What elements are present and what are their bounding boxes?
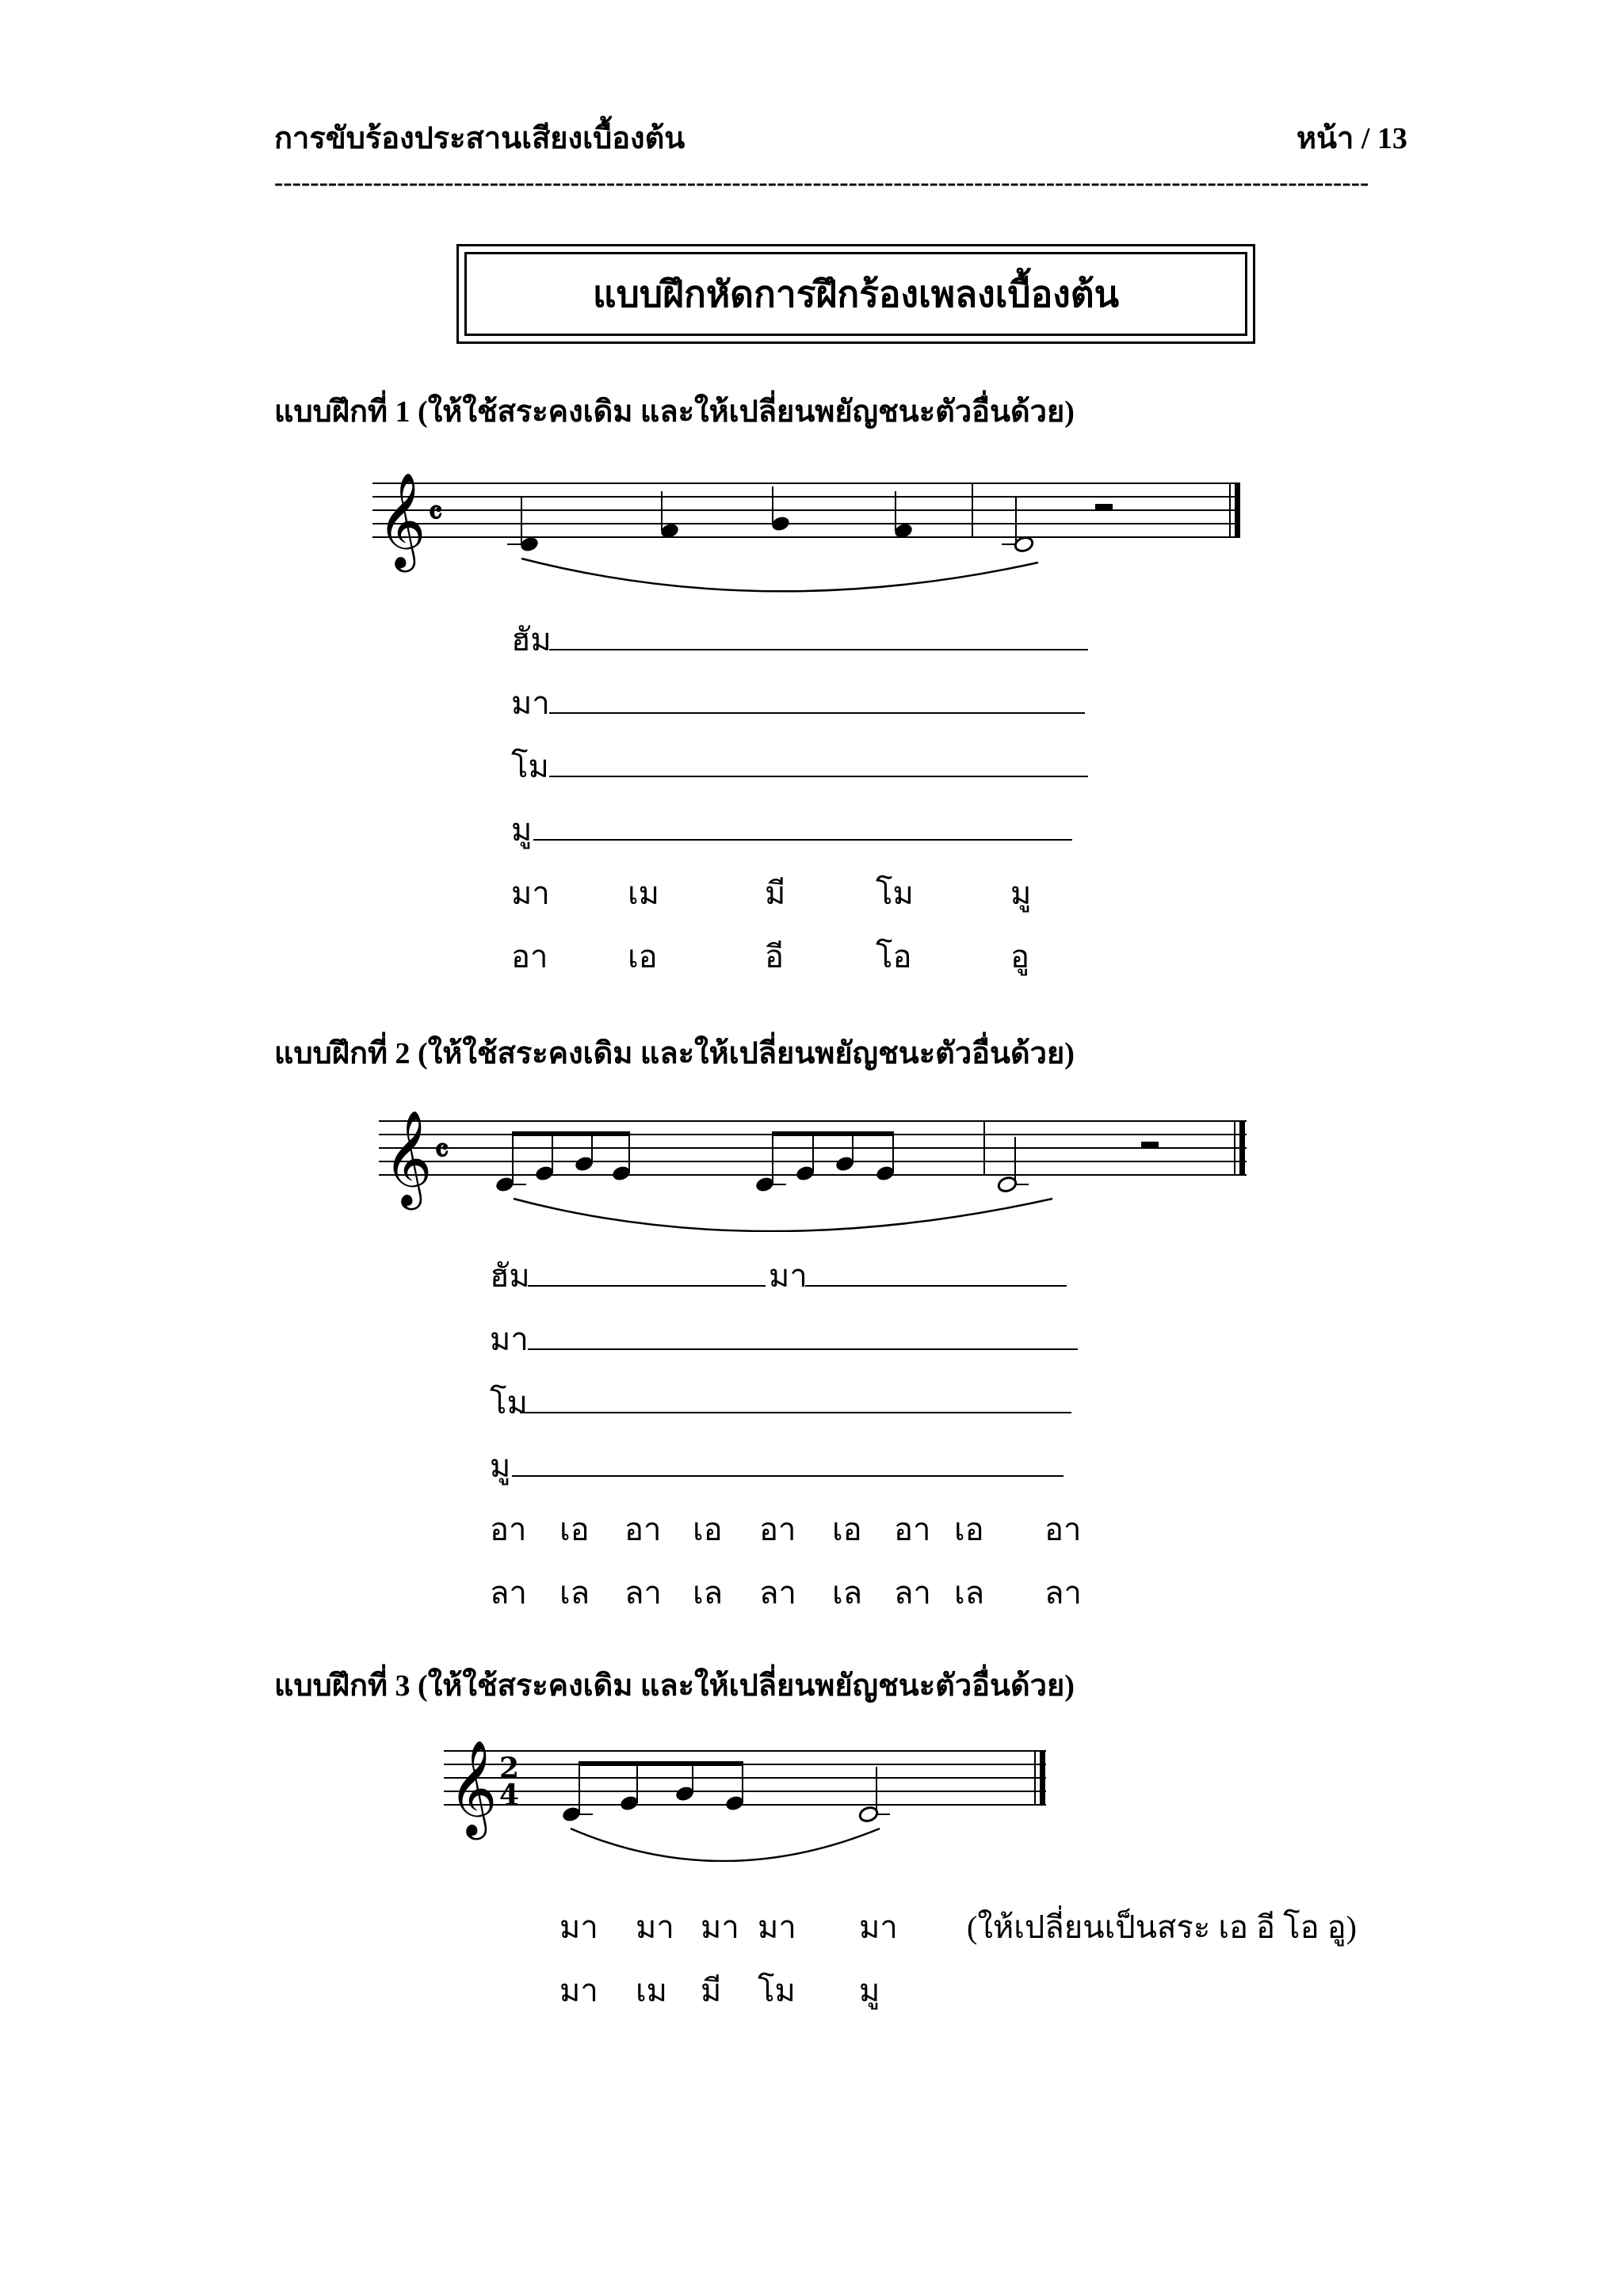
practice-label: มา <box>511 685 550 721</box>
exercise-2-staff <box>379 1105 1258 1232</box>
page-number: หน้า / 13 <box>1296 122 1407 155</box>
syllable: มู <box>859 1973 880 2008</box>
syllable: ลา <box>490 1575 527 1611</box>
syllable: มู <box>1010 875 1032 911</box>
syllable: ลา <box>1044 1575 1082 1611</box>
practice-label: ฮัม <box>511 622 552 658</box>
syllable: เอ <box>832 1512 862 1547</box>
half-rest-icon <box>1141 1142 1159 1148</box>
main-title-box <box>464 252 1247 336</box>
practice-label: โม <box>490 1385 528 1421</box>
syllable: ลา <box>624 1575 662 1611</box>
half-rest-icon <box>1095 504 1113 510</box>
syllable: โม <box>876 875 914 911</box>
syllable: มี <box>701 1973 722 2008</box>
syllable: เล <box>954 1575 985 1611</box>
answer-blank[interactable] <box>533 839 1072 841</box>
practice-label: มู <box>490 1448 511 1484</box>
syllable: อา <box>624 1512 662 1547</box>
practice-label: โม <box>511 749 549 784</box>
syllable: โอ <box>876 939 912 974</box>
syllable: มา <box>636 1909 674 1945</box>
slur <box>521 559 1038 591</box>
answer-blank[interactable] <box>528 1285 766 1287</box>
syllable: อา <box>511 939 548 974</box>
syllable: เม <box>636 1973 668 2008</box>
exercise-3-notes <box>561 1761 890 1823</box>
exercise-3-title: แบบฝึกที่ 3 (ให้ใช้สระคงเดิม และให้เปลี่ยนพยัญชนะตัวอื่นด้วย) <box>274 1669 1075 1703</box>
exercise-3-note: (ให้เปลี่ยนเป็นสระ เอ อี โอ อู) <box>967 1909 1357 1945</box>
exercise-2-notes <box>495 1131 1159 1193</box>
common-time-icon: 𝄴 <box>428 494 443 532</box>
slur <box>514 1199 1052 1231</box>
syllable: ลา <box>894 1575 931 1611</box>
syllable: เอ <box>628 939 658 974</box>
syllable: อี <box>765 939 785 974</box>
exercise-3-staff <box>444 1735 1062 1862</box>
header-title: การขับร้องประสานเสียงเบื้องต้น <box>274 122 685 155</box>
exercise-1-title: แบบฝึกที่ 1 (ให้ใช้สระคงเดิม และให้เปลี่ยนพยัญชนะตัวอื่นด้วย) <box>274 395 1075 429</box>
final-barline <box>1040 1751 1045 1805</box>
time-signature-bottom: 4 <box>499 1779 520 1812</box>
treble-clef-icon: 𝄞 <box>377 471 426 568</box>
answer-blank[interactable] <box>805 1285 1067 1287</box>
syllable: อู <box>1010 939 1030 974</box>
exercise-2-title: แบบฝึกที่ 2 (ให้ใช้สระคงเดิม และให้เปลี่ยนพยัญชนะตัวอื่นด้วย) <box>274 1037 1075 1070</box>
syllable: เม <box>628 875 660 911</box>
syllable: เล <box>693 1575 724 1611</box>
practice-label: มา <box>490 1322 529 1357</box>
syllable: เอ <box>559 1512 590 1547</box>
slur <box>571 1829 880 1861</box>
syllable: อา <box>1044 1512 1082 1547</box>
syllable: มา <box>511 875 550 911</box>
answer-blank[interactable] <box>528 1348 1078 1350</box>
main-title: แบบฝึกหัดการฝึกร้องเพลงเบื้องต้น <box>592 273 1120 315</box>
answer-blank[interactable] <box>549 776 1088 777</box>
syllable: เอ <box>693 1512 723 1547</box>
syllable: มา <box>859 1909 898 1945</box>
syllable: มา <box>758 1909 796 1945</box>
treble-clef-icon: 𝄞 <box>449 1739 498 1836</box>
syllable: มา <box>559 1909 598 1945</box>
syllable: มี <box>765 875 786 911</box>
separator-line: -------------------------------------------------------------------------------------------------------------------------- <box>274 168 1369 197</box>
answer-blank[interactable] <box>549 649 1088 650</box>
syllable: อา <box>759 1512 796 1547</box>
common-time-icon: 𝄴 <box>434 1131 449 1170</box>
final-barline <box>1239 1121 1245 1175</box>
syllable: ลา <box>759 1575 796 1611</box>
syllable: อา <box>490 1512 527 1547</box>
final-barline <box>1235 483 1240 537</box>
answer-blank[interactable] <box>549 712 1085 714</box>
time-signature-top: 2 <box>499 1752 520 1785</box>
practice-label: ฮัม <box>490 1258 530 1294</box>
syllable: อา <box>894 1512 931 1547</box>
syllable: เล <box>832 1575 863 1611</box>
answer-blank[interactable] <box>520 1412 1071 1413</box>
treble-clef-icon: 𝄞 <box>384 1109 433 1206</box>
syllable: เล <box>559 1575 590 1611</box>
answer-blank[interactable] <box>512 1475 1064 1477</box>
syllable: มา <box>701 1909 739 1945</box>
practice-label: มู <box>511 812 533 848</box>
syllable: เอ <box>954 1512 984 1547</box>
syllable: มา <box>559 1973 598 2008</box>
practice-label: มา <box>769 1258 808 1294</box>
syllable: โม <box>758 1973 796 2008</box>
exercise-1-staff <box>372 467 1252 602</box>
